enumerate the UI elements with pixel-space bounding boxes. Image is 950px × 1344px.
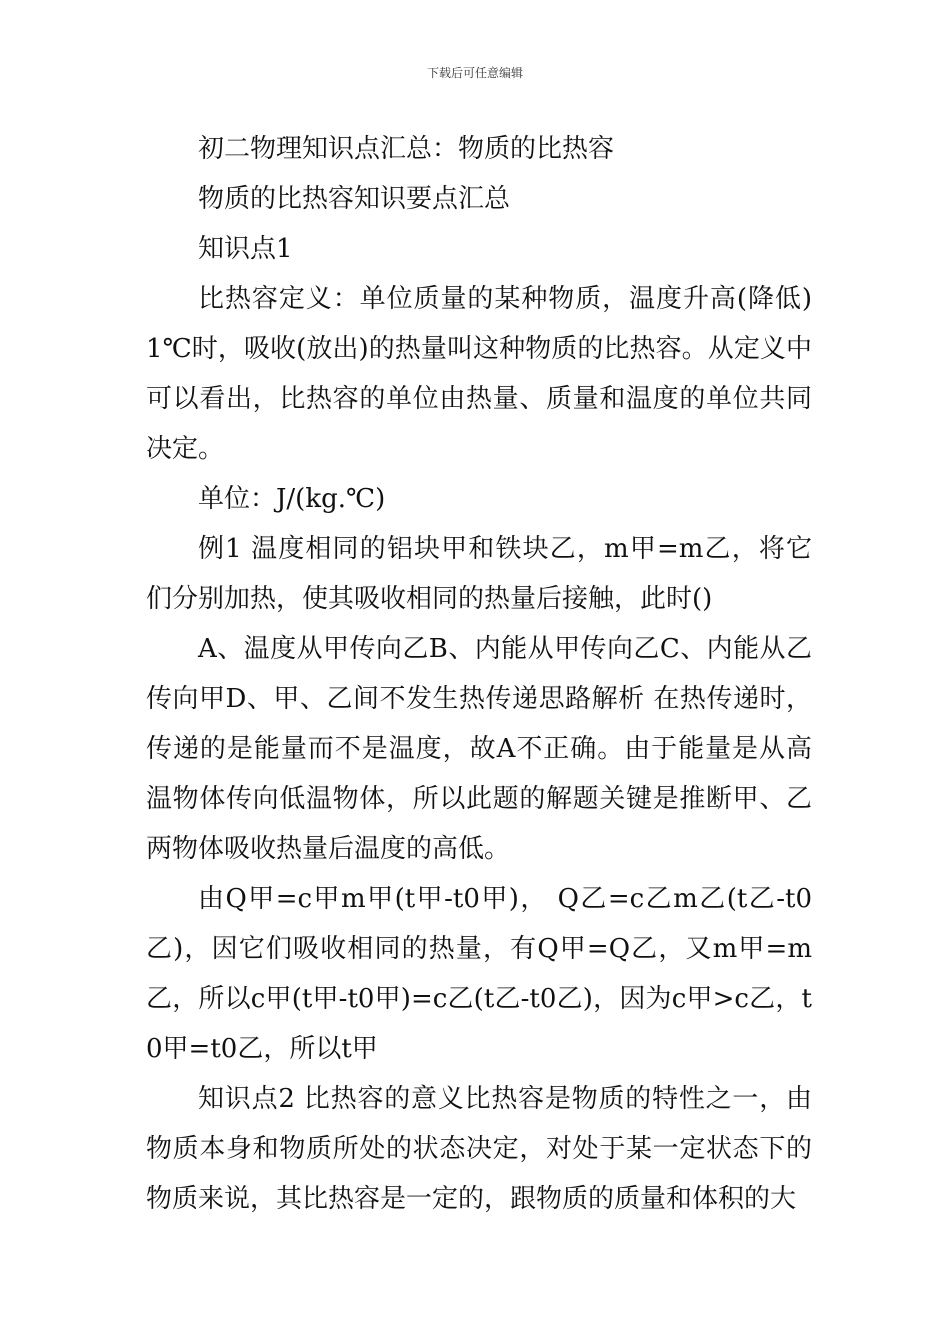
- section-heading-1: 知识点1: [198, 234, 293, 264]
- document-title: 初二物理知识点汇总：物质的比热容: [198, 134, 615, 164]
- definition-paragraph: 比热容定义：单位质量的某种物质，温度升高(降低)1℃时，吸收(放出)的热量叫这种物质的比热容。从定义中可以看出，比热容的单位由热量、质量和温度的单位共同决定。: [146, 284, 812, 464]
- document-subtitle: 物质的比热容知识要点汇总: [198, 184, 511, 214]
- unit-paragraph: 单位：J/(kg.℃): [198, 484, 386, 514]
- document-body: [146, 124, 812, 1224]
- example-question: 例1 温度相同的铝块甲和铁块乙，m甲=m乙，将它们分别加热，使其吸收相同的热量后接触，此时(): [146, 534, 812, 614]
- page-header: 下载后可任意编辑: [426, 66, 523, 80]
- example-options-analysis: A、温度从甲传向乙B、内能从甲传向乙C、内能从乙传向甲D、甲、乙间不发生热传递思路解析 在热传递时，传递的是能量而不是温度，故A不正确。由于能量是从高温物体传向低温物体，所以此题的解题关键是推断甲、乙两物体吸收热量后温度的高低。: [146, 634, 812, 864]
- section-2-paragraph: 知识点2 比热容的意义比热容是物质的特性之一，由物质本身和物质所处的状态决定，对处于某一定状态下的物质来说，其比热容是一定的，跟物质的质量和体积的大: [146, 1084, 812, 1214]
- example-derivation: 由Q甲=c甲m甲(t甲-t0甲)， Q乙=c乙m乙(t乙-t0乙)，因它们吸收相同的热量，有Q甲=Q乙，又m甲=m乙，所以c甲(t甲-t0甲)=c乙(t乙-t0乙)，因为c甲>c乙，t0甲=t0乙，所以t甲: [146, 884, 812, 1064]
